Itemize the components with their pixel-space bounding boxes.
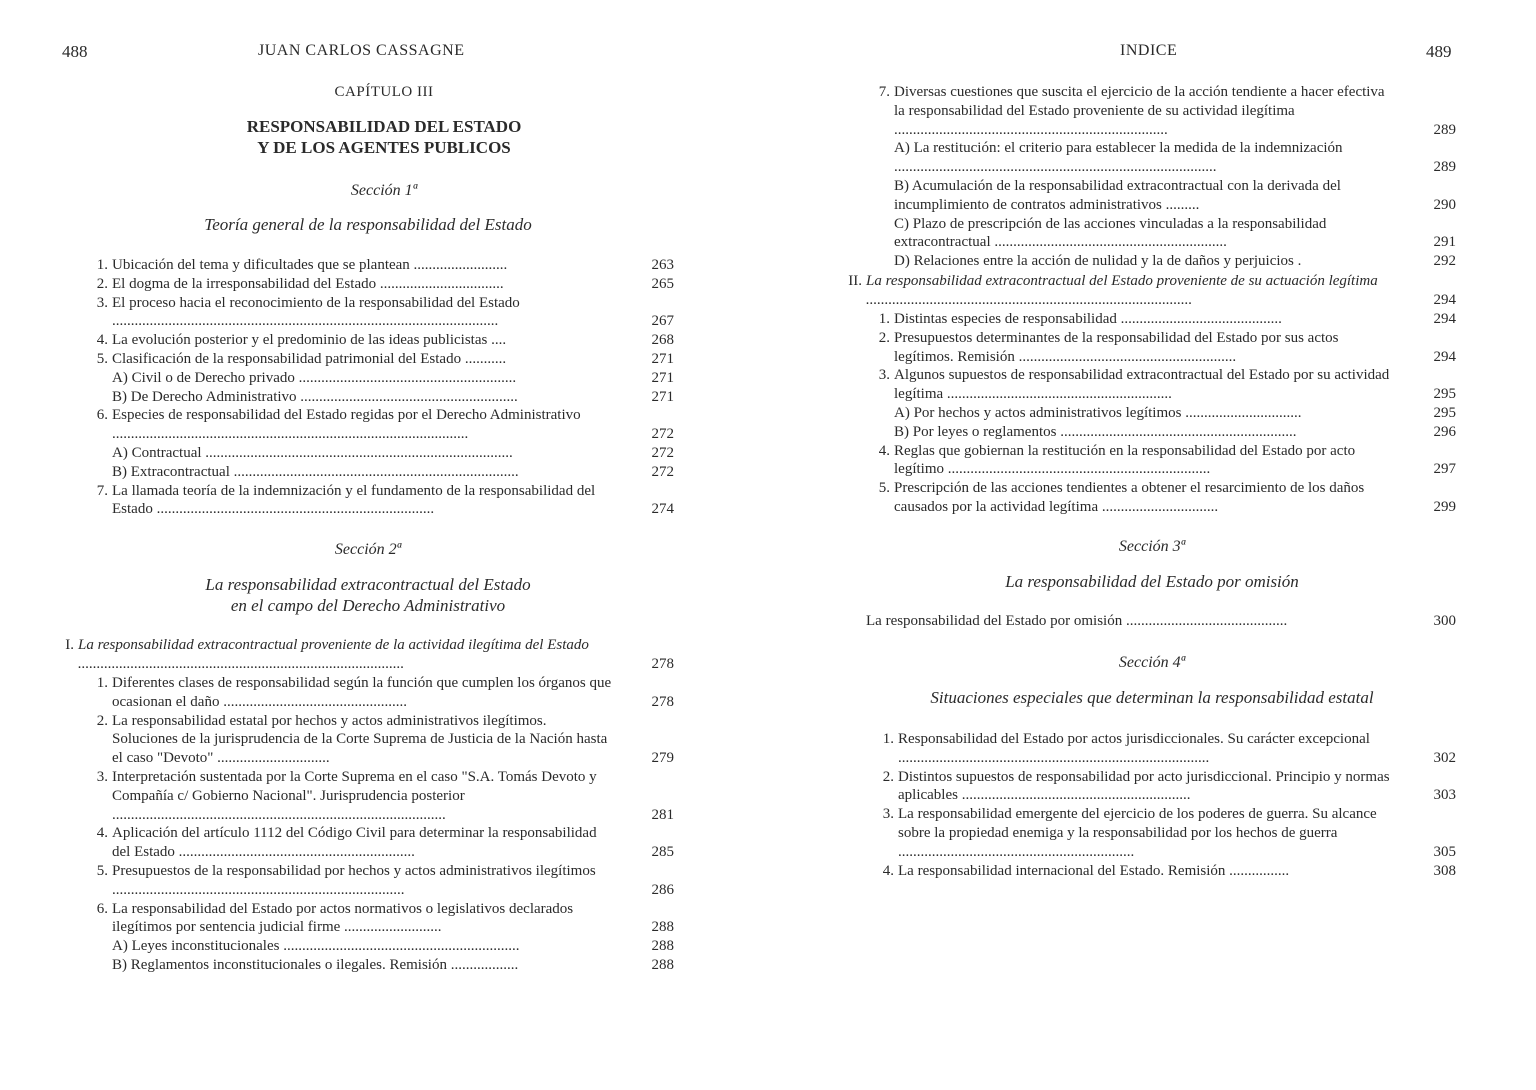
toc-entry-page: 294 — [1433, 291, 1456, 308]
section-2-title-line-1: La responsabilidad extracontractual del Estado — [205, 575, 531, 594]
toc-entry-number: 1. — [882, 731, 894, 747]
toc-entry-title: La responsabilidad emergente del ejercicio de los poderes de guerra. Su alcance sobre la propiedad enemiga y la responsabilidad por los hechos de guerra ............................................................... — [898, 806, 1377, 860]
section-1-toc — [96, 256, 674, 519]
toc-entry — [894, 139, 1456, 177]
toc-entry-number: 6. — [96, 900, 108, 917]
toc-entry-title: A) Contractual .................................................................................. — [112, 444, 513, 461]
toc-entry — [878, 442, 1456, 480]
toc-entry-title: Diferentes clases de responsabilidad según la función que cumplen los órganos que ocasionan el daño ................................................. — [112, 675, 612, 710]
toc-entry — [96, 406, 674, 444]
toc-entry-page: 272 — [651, 444, 674, 461]
running-head: JUAN CARLOS CASSAGNE — [258, 42, 465, 59]
toc-entry-number: 2. — [882, 768, 894, 785]
toc-entry-page: 302 — [1433, 749, 1456, 766]
toc-entry-number: 6. — [96, 407, 108, 424]
toc-entry-title: La responsabilidad internacional del Estado. Remisión ................ — [898, 862, 1290, 879]
section-4-label: Sección 4ª — [1118, 654, 1186, 671]
toc-entry-number: II. — [848, 273, 862, 289]
toc-entry-number: 1. — [96, 257, 108, 273]
toc-entry-page: 272 — [651, 426, 674, 443]
section-4-toc — [882, 730, 1456, 880]
toc-entry-number: 4. — [878, 442, 890, 459]
toc-entry-title: Reglas que gobiernan la restitución en la responsabilidad del Estado por acto legítimo ...................................................................... — [894, 442, 1356, 478]
toc-entry-title: Clasificación de la responsabilidad patrimonial del Estado ........... — [112, 350, 507, 367]
toc-entry-title: Especies de responsabilidad del Estado regidas por el Derecho Administrativo ............................................................................................... — [112, 407, 581, 443]
toc-entry-title: Distintos supuestos de responsabilidad por acto jurisdiccional. Principio y normas aplicables ............................................................. — [898, 768, 1390, 804]
toc-entry — [96, 900, 674, 938]
toc-entry-title: Aplicación del artículo 1112 del Código Civil para determinar la responsabilidad del Estado ............................................................... — [112, 825, 597, 861]
toc-entry-title: La responsabilidad del Estado por omisión ........................................... — [866, 613, 1288, 629]
toc-entry — [878, 479, 1456, 517]
toc-entry — [878, 83, 1456, 139]
toc-entry — [866, 612, 1456, 631]
toc-entry-title: Distintas especies de responsabilidad ........................................... — [894, 311, 1282, 327]
toc-entry-page: 303 — [1433, 787, 1456, 804]
toc-entry-page: 267 — [651, 313, 674, 330]
toc-entry-page: 278 — [651, 655, 674, 672]
toc-entry-page: 294 — [1433, 311, 1456, 327]
toc-entry-number: 4. — [96, 332, 108, 349]
section-2-heading — [65, 636, 674, 674]
toc-entry-page: 265 — [651, 275, 674, 292]
toc-entry-number: 5. — [96, 350, 108, 367]
toc-entry — [96, 350, 674, 369]
toc-entry-page: 294 — [1433, 348, 1456, 365]
toc-entry-number: 2. — [96, 712, 108, 729]
section-1-title: Teoría general de la responsabilidad del Estado — [204, 215, 532, 234]
toc-entry-page: 305 — [1433, 843, 1456, 860]
toc-entry-page: 281 — [651, 806, 674, 823]
toc-entry-page: 289 — [1433, 159, 1456, 176]
toc-entry — [882, 730, 1456, 768]
toc-entry-page: 272 — [651, 463, 674, 480]
toc-entry-title: B) Por leyes o reglamentos ............................................................... — [894, 423, 1297, 440]
chapter-title — [0, 116, 768, 158]
section-3-title: La responsabilidad del Estado por omisión — [1005, 572, 1299, 591]
toc-entry-page: 279 — [651, 750, 674, 767]
toc-entry-page: 296 — [1433, 423, 1456, 440]
toc-entry-number: 3. — [96, 294, 108, 311]
toc-entry-title: A) La restitución: el criterio para establecer la medida de la indemnización ...................................................................................... — [894, 140, 1343, 176]
toc-entry-title: Diversas cuestiones que suscita el ejercicio de la acción tendiente a hacer efectiva la responsabilidad del Estado proveniente de su actividad ilegítima ......................................................................... — [894, 84, 1385, 138]
toc-entry-number: 7. — [878, 84, 890, 100]
toc-entry-title: D) Relaciones entre la acción de nulidad y la de daños y perjuicios . — [894, 253, 1302, 270]
toc-entry-number: 3. — [882, 806, 894, 823]
toc-entry-number: I. — [65, 637, 74, 653]
toc-entry-title: La llamada teoría de la indemnización y el fundamento de la responsabilidad del Estado .......................................................................... — [112, 482, 596, 518]
section-2-title — [0, 574, 736, 616]
toc-entry — [112, 937, 674, 956]
toc-entry-title: A) Leyes inconstitucionales ............................................................... — [112, 938, 520, 955]
toc-entry — [112, 388, 674, 407]
toc-entry-number: 3. — [96, 768, 108, 785]
toc-entry — [112, 956, 674, 975]
toc-entry-page: 300 — [1433, 613, 1456, 629]
toc-entry-number: 2. — [878, 329, 890, 346]
toc-entry — [894, 404, 1456, 423]
toc-entry — [882, 862, 1456, 881]
section-3-label: Sección 3ª — [1118, 538, 1186, 555]
toc-entry — [96, 674, 674, 712]
page-number: 488 — [62, 42, 88, 61]
toc-entry-title: A) Por hechos y actos administrativos legítimos ............................... — [894, 404, 1302, 421]
toc-entry-page: 290 — [1433, 196, 1456, 213]
toc-entry-number: 5. — [96, 862, 108, 879]
toc-entry-page: 286 — [651, 881, 674, 898]
toc-entry-page: 297 — [1433, 461, 1456, 478]
section-2-title-line-2: en el campo del Derecho Administrativo — [230, 596, 506, 615]
toc-entry — [848, 272, 1456, 310]
toc-entry-title: B) Acumulación de la responsabilidad extracontractual con la derivada del incumplimiento de contratos administrativos ......... — [894, 177, 1341, 213]
toc-entry-page: 285 — [651, 844, 674, 861]
toc-entry-number: 5. — [878, 480, 890, 497]
toc-entry — [112, 444, 674, 463]
toc-entry-number: 1. — [878, 311, 890, 327]
toc-entry-title: El dogma de la irresponsabilidad del Estado ................................. — [112, 275, 504, 292]
toc-entry-title: El proceso hacia el reconocimiento de la responsabilidad del Estado ....................................................................................................... — [112, 294, 520, 330]
toc-entry-page: 292 — [1433, 253, 1456, 270]
toc-entry-page: 271 — [651, 369, 674, 386]
toc-entry-page: 288 — [651, 919, 674, 936]
toc-entry — [96, 331, 674, 350]
toc-entry-page: 291 — [1433, 234, 1456, 251]
section-1-label: Sección 1ª — [350, 182, 418, 199]
toc-entry-title: B) Extracontractual ............................................................................ — [112, 463, 519, 480]
toc-entry-title: La responsabilidad extracontractual del Estado proveniente de su actuación legítima ....................................................................................... — [866, 273, 1378, 308]
toc-entry — [878, 366, 1456, 404]
toc-entry — [96, 768, 674, 824]
chapter-title-line-2: Y DE LOS AGENTES PUBLICOS — [257, 138, 511, 157]
toc-entry-number: 7. — [96, 482, 108, 499]
toc-entry-number: 2. — [96, 275, 108, 292]
toc-entry-number: 1. — [96, 675, 108, 691]
toc-entry — [894, 177, 1456, 215]
running-head: INDICE — [1120, 42, 1178, 59]
chapter-title-line-1: RESPONSABILIDAD DEL ESTADO — [246, 117, 522, 136]
toc-entry-page: 288 — [651, 938, 674, 955]
toc-entry — [96, 275, 674, 294]
toc-entry — [112, 463, 674, 482]
toc-entry-page: 263 — [651, 257, 674, 273]
toc-entry — [96, 824, 674, 862]
section-2-heading-ii — [848, 272, 1456, 310]
toc-entry — [882, 768, 1456, 806]
toc-entry — [882, 805, 1456, 861]
toc-entry-title: C) Plazo de prescripción de las acciones vinculadas a la responsabilidad extracontractual .............................................................. — [894, 215, 1327, 251]
toc-entry-page: 299 — [1433, 498, 1456, 515]
toc-entry — [96, 862, 674, 900]
toc-entry-number: 3. — [878, 367, 890, 384]
toc-entry-title: Presupuestos determinantes de la responsabilidad del Estado por sus actos legítimos. Remisión .......................................................... — [894, 329, 1339, 365]
toc-entry-title: B) De Derecho Administrativo .......................................................... — [112, 388, 518, 405]
toc-entry-page: 271 — [651, 388, 674, 405]
toc-entry-title: La responsabilidad extracontractual proveniente de la actividad ilegítima del Estado ....................................................................................... — [78, 637, 589, 672]
toc-entry — [112, 369, 674, 388]
toc-entry-page: 278 — [651, 693, 674, 710]
section-2-ii-toc — [878, 310, 1456, 517]
toc-entry — [65, 636, 674, 674]
toc-entry-title: Prescripción de las acciones tendientes a obtener el resarcimiento de los daños causados por la actividad legítima ............................... — [894, 480, 1365, 515]
page-number: 489 — [1426, 42, 1452, 61]
toc-entry-title: La responsabilidad del Estado por actos normativos o legislativos declarados ilegítimos por sentencia judicial firme .......................... — [112, 900, 574, 936]
toc-entry — [878, 310, 1456, 329]
toc-entry — [96, 482, 674, 520]
toc-entry — [894, 215, 1456, 253]
toc-entry — [878, 329, 1456, 367]
toc-entry-page: 289 — [1433, 121, 1456, 138]
toc-entry — [894, 252, 1456, 271]
toc-entry-number: 4. — [96, 825, 108, 842]
toc-entry-title: La evolución posterior y el predominio de las ideas publicistas .... — [112, 332, 507, 349]
toc-entry-page: 295 — [1433, 386, 1456, 403]
toc-entry — [96, 712, 674, 768]
toc-entry-title: Interpretación sustentada por la Corte Suprema en el caso "S.A. Tomás Devoto y Compañía c/ Gobierno Nacional". Jurisprudencia posterior ......................................................................................... — [112, 768, 597, 823]
toc-entry — [96, 256, 674, 275]
toc-entry-page: 308 — [1433, 862, 1456, 879]
section-2-toc — [96, 674, 674, 975]
toc-entry — [96, 294, 674, 332]
toc-entry-title: Responsabilidad del Estado por actos jurisdiccionales. Su carácter excepcional ................................................................................... — [898, 731, 1370, 766]
section-2-continued-toc — [878, 83, 1456, 271]
toc-entry-title: B) Reglamentos inconstitucionales o ilegales. Remisión .................. — [112, 956, 519, 973]
toc-entry-page: 268 — [651, 332, 674, 349]
toc-entry-page: 274 — [651, 501, 674, 518]
toc-entry-title: La responsabilidad estatal por hechos y actos administrativos ilegítimos. Soluciones de la jurisprudencia de la Corte Suprema de Justicia de la Nación hasta el caso "Devoto" .............................. — [112, 712, 608, 767]
toc-entry-number: 4. — [882, 862, 894, 879]
toc-entry-title: Presupuestos de la responsabilidad por hechos y actos administrativos ilegítimos .............................................................................. — [112, 862, 596, 898]
toc-entry-page: 288 — [651, 956, 674, 973]
toc-entry — [894, 423, 1456, 442]
toc-entry-title: A) Civil o de Derecho privado .......................................................... — [112, 369, 517, 386]
section-4-title: Situaciones especiales que determinan la responsabilidad estatal — [930, 688, 1374, 707]
toc-entry-title: Algunos supuestos de responsabilidad extracontractual del Estado por su actividad legítima ............................................................ — [894, 367, 1390, 403]
right-page — [768, 0, 1536, 1090]
toc-entry-page: 295 — [1433, 404, 1456, 421]
section-3-toc — [866, 612, 1456, 631]
chapter-label: CAPÍTULO III — [334, 84, 434, 100]
toc-entry-page: 271 — [651, 350, 674, 367]
section-2-label: Sección 2ª — [334, 541, 402, 558]
toc-entry-title: Ubicación del tema y dificultades que se plantean ......................... — [112, 257, 508, 273]
